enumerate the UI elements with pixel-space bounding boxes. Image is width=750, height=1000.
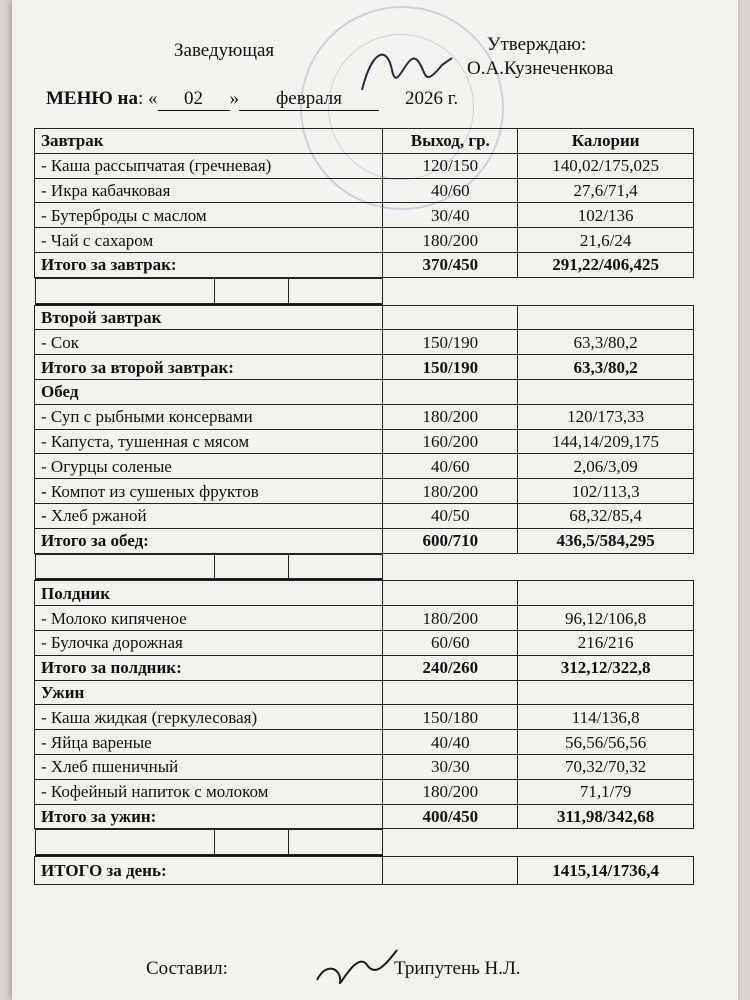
dish-name <box>35 830 215 855</box>
dish-name: Итого за завтрак: <box>35 252 383 277</box>
menu-table <box>34 128 694 885</box>
table-row <box>35 705 694 730</box>
dish-name: - Каша жидкая (геркулесовая) <box>35 705 383 730</box>
output-cell: 180/200 <box>383 404 518 429</box>
dish-name: - Каша рассыпчатая (гречневая) <box>35 153 383 178</box>
dish-name: Итого за второй завтрак: <box>35 355 383 380</box>
approver-name: О.А.Кузнеченкова <box>467 58 614 79</box>
calories-cell <box>288 554 382 579</box>
compiler-signature-icon <box>312 940 402 988</box>
grand-total-row <box>35 857 694 885</box>
menu-prefix: : « <box>137 88 158 109</box>
output-cell: 180/200 <box>383 228 518 253</box>
output-cell: 120/150 <box>383 153 518 178</box>
table-row <box>35 203 694 228</box>
table-row <box>35 730 694 755</box>
calories-cell: 1415,14/1736,4 <box>518 857 694 885</box>
dish-name: Итого за полдник: <box>35 655 383 680</box>
output-cell <box>383 581 518 606</box>
output-cell: 30/40 <box>383 203 518 228</box>
output-cell <box>383 680 518 705</box>
dish-name: - Бутерброды с маслом <box>35 203 383 228</box>
table-row <box>35 479 694 504</box>
compiled-label: Составил: <box>146 958 228 979</box>
calories-cell: 68,32/85,4 <box>518 503 694 528</box>
table-row <box>35 228 694 253</box>
table-row <box>35 404 694 429</box>
output-cell: 40/40 <box>383 730 518 755</box>
calories-cell: 312,12/322,8 <box>518 655 694 680</box>
dish-name: Итого за обед: <box>35 528 383 553</box>
table-row <box>35 454 694 479</box>
calories-cell <box>518 680 694 705</box>
calories-cell: 102/113,3 <box>518 479 694 504</box>
section-row <box>35 129 694 154</box>
dish-name: Итого за ужин: <box>35 804 383 829</box>
calories-cell: 71,1/79 <box>518 779 694 804</box>
dish-name: Ужин <box>35 680 383 705</box>
total-row <box>35 804 694 829</box>
calories-cell <box>288 830 382 855</box>
calories-cell: 96,12/106,8 <box>518 606 694 631</box>
output-cell: 150/190 <box>383 330 518 355</box>
dish-name: ИТОГО за день: <box>35 857 383 885</box>
column-header-output: Выход, гр. <box>383 129 518 154</box>
dish-name: - Хлеб ржаной <box>35 503 383 528</box>
calories-cell: 140,02/175,025 <box>518 153 694 178</box>
table-row <box>35 630 694 655</box>
menu-day: 02 <box>158 88 230 111</box>
dish-name: - Огурцы соленые <box>35 454 383 479</box>
dish-name: - Суп с рыбными консервами <box>35 404 383 429</box>
section-row <box>35 379 694 404</box>
section-row <box>35 680 694 705</box>
output-cell: 40/50 <box>383 503 518 528</box>
menu-middle: » <box>229 88 240 109</box>
output-cell <box>383 305 518 330</box>
table-row <box>35 754 694 779</box>
output-cell <box>383 857 518 885</box>
dish-name: - Капуста, тушенная с мясом <box>35 429 383 454</box>
dish-name: - Чай с сахаром <box>35 228 383 253</box>
calories-cell: 70,32/70,32 <box>518 754 694 779</box>
output-cell: 60/60 <box>383 630 518 655</box>
calories-cell: 56,56/56,56 <box>518 730 694 755</box>
output-cell: 240/260 <box>383 655 518 680</box>
output-cell: 180/200 <box>383 606 518 631</box>
output-cell: 40/60 <box>383 454 518 479</box>
output-cell: 40/60 <box>383 178 518 203</box>
column-header-calories: Калории <box>518 129 694 154</box>
dish-name <box>35 554 215 579</box>
dish-name: Обед <box>35 379 383 404</box>
dish-name: - Компот из сушеных фруктов <box>35 479 383 504</box>
compiler-name: Трипутень Н.Л. <box>394 958 521 979</box>
total-row <box>35 252 694 277</box>
calories-cell: 291,22/406,425 <box>518 252 694 277</box>
calories-cell <box>288 278 382 303</box>
total-row <box>35 655 694 680</box>
menu-label: МЕНЮ на <box>46 88 138 109</box>
total-row <box>35 528 694 553</box>
output-cell: 180/200 <box>383 779 518 804</box>
section-row <box>35 581 694 606</box>
table-row <box>35 606 694 631</box>
calories-cell: 114/136,8 <box>518 705 694 730</box>
output-cell: 160/200 <box>383 429 518 454</box>
output-cell <box>215 554 289 579</box>
output-cell <box>215 278 289 303</box>
table-row <box>35 153 694 178</box>
manager-label: Заведующая <box>174 40 275 61</box>
dish-name: Второй завтрак <box>35 305 383 330</box>
calories-cell: 63,3/80,2 <box>518 330 694 355</box>
table-row <box>35 330 694 355</box>
output-cell: 150/180 <box>383 705 518 730</box>
menu-year: 2026 г. <box>405 88 459 109</box>
dish-name: - Кофейный напиток с молоком <box>35 779 383 804</box>
calories-cell <box>518 581 694 606</box>
section-row <box>35 305 694 330</box>
calories-cell: 216/216 <box>518 630 694 655</box>
output-cell: 370/450 <box>383 252 518 277</box>
table-row <box>35 178 694 203</box>
output-cell: 30/30 <box>383 754 518 779</box>
dish-name: - Яйца вареные <box>35 730 383 755</box>
menu-date-line <box>46 88 458 111</box>
output-cell <box>215 830 289 855</box>
blank-row <box>35 829 383 856</box>
calories-cell: 144,14/209,175 <box>518 429 694 454</box>
blank-row <box>35 554 383 581</box>
calories-cell: 21,6/24 <box>518 228 694 253</box>
dish-name: - Молоко кипяченое <box>35 606 383 631</box>
output-cell: 600/710 <box>383 528 518 553</box>
calories-cell: 436,5/584,295 <box>518 528 694 553</box>
output-cell: 400/450 <box>383 804 518 829</box>
calories-cell: 27,6/71,4 <box>518 178 694 203</box>
output-cell: 150/190 <box>383 355 518 380</box>
calories-cell: 63,3/80,2 <box>518 355 694 380</box>
output-cell <box>383 379 518 404</box>
calories-cell <box>518 305 694 330</box>
blank-row <box>35 278 383 305</box>
menu-document <box>12 0 738 1000</box>
calories-cell: 2,06/3,09 <box>518 454 694 479</box>
menu-month: февраля <box>239 88 379 111</box>
dish-name: Полдник <box>35 581 383 606</box>
approve-label: Утверждаю: <box>487 34 587 55</box>
dish-name: - Булочка дорожная <box>35 630 383 655</box>
table-row <box>35 429 694 454</box>
calories-cell <box>518 379 694 404</box>
dish-name: - Сок <box>35 330 383 355</box>
dish-name: - Хлеб пшеничный <box>35 754 383 779</box>
dish-name: Завтрак <box>35 129 383 154</box>
dish-name: - Икра кабачковая <box>35 178 383 203</box>
table-row <box>35 779 694 804</box>
dish-name <box>35 278 215 303</box>
calories-cell: 102/136 <box>518 203 694 228</box>
table-row <box>35 503 694 528</box>
output-cell: 180/200 <box>383 479 518 504</box>
total-row <box>35 355 694 380</box>
calories-cell: 120/173,33 <box>518 404 694 429</box>
calories-cell: 311,98/342,68 <box>518 804 694 829</box>
